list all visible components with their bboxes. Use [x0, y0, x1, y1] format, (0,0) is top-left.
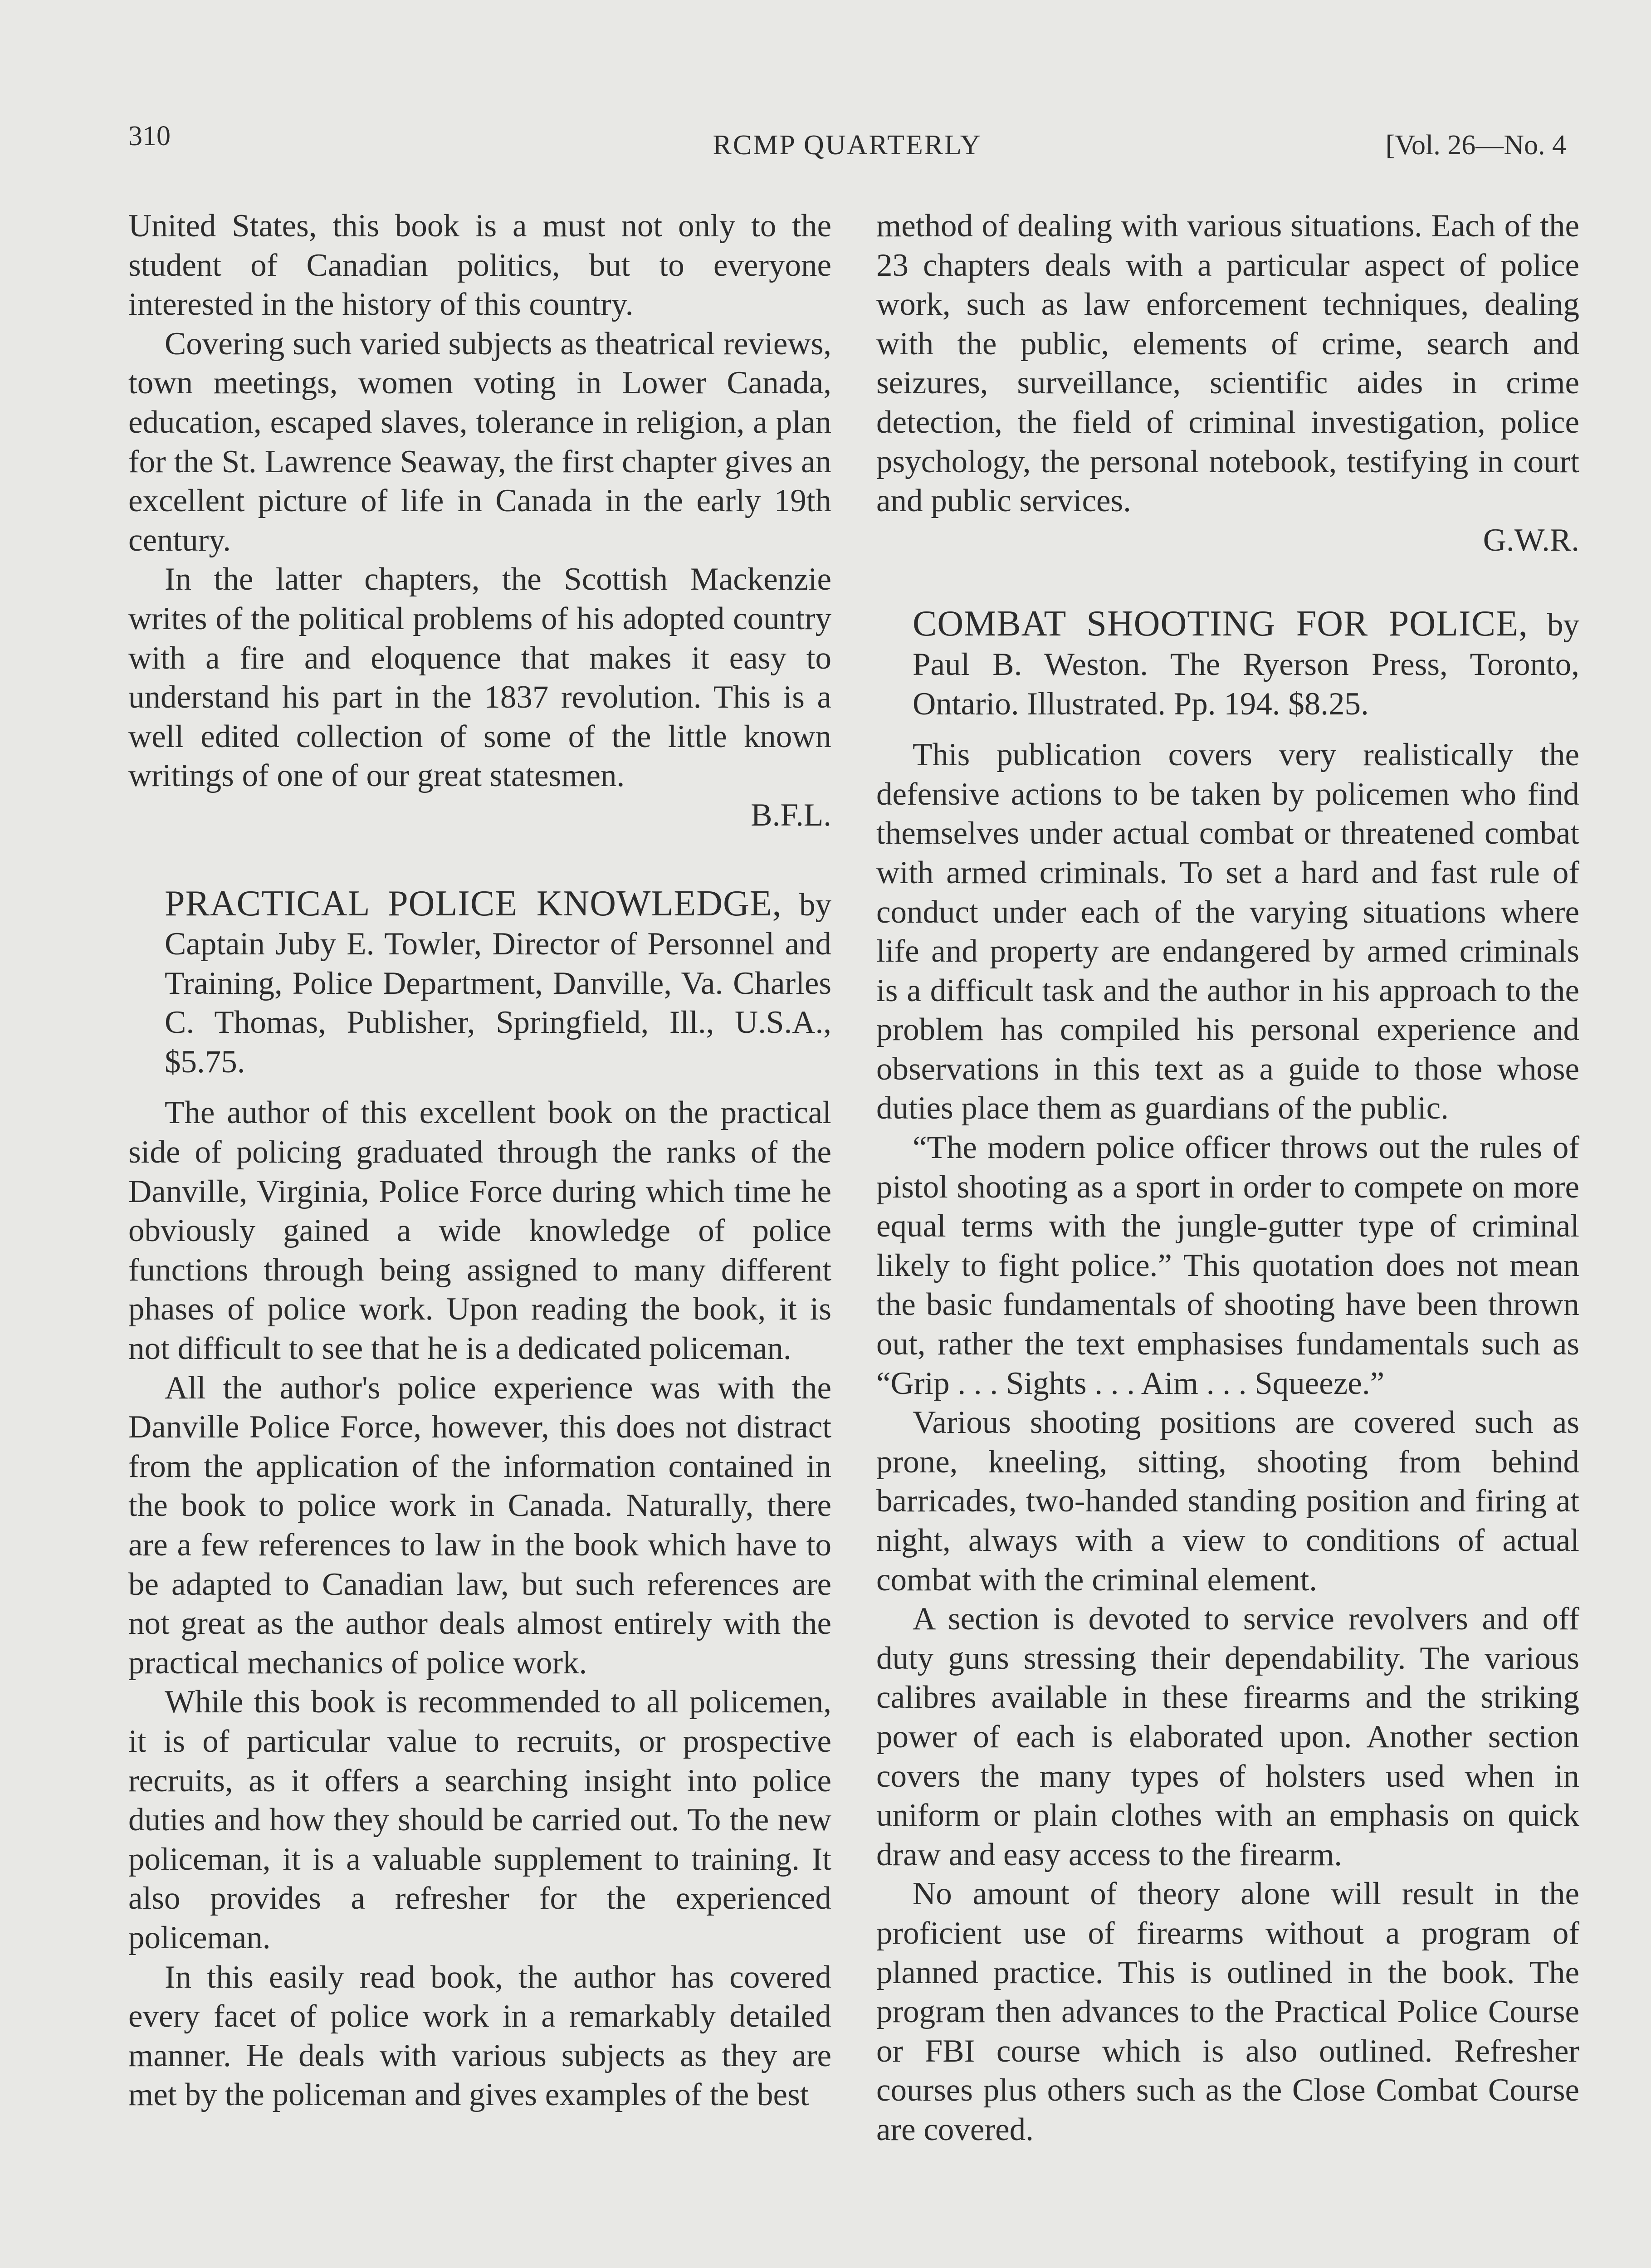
- review-paragraph: method of dealing with various situations. Each of the 23 chapters deals with a particular aspect of police work, such as law enforcement techniques, dealing with the public, elements of crime, search and seizures, surveillance, scientific aides in crime detection, the field of criminal investigation, police psychology, the personal notebook, testifying in court and public services.: [876, 208, 1579, 519]
- review-paragraph: A section is devoted to service revolvers and off duty guns stressing their dependability. The various calibres available in these firearms and the striking power of each is elaborated upon. Another section covers the many types of holsters used when in uniform or plain clothes with an emphasis on quick draw and easy access to the firearm.: [876, 1601, 1579, 1872]
- page-number: 310: [128, 121, 171, 152]
- book-details: by Captain Juby E. Towler, Director of Personnel and Training, Police Department, Danville, Va. Charles C. Thomas, Publisher, Springfield, Ill., U.S.A., $5.75.: [165, 887, 832, 1080]
- journal-title: RCMP QUARTERLY: [713, 130, 982, 161]
- review-paragraph: United States, this book is a must not only to the student of Canadian politics, but to everyone interested in the history of this country.: [128, 208, 831, 323]
- book-title: PRACTICAL POLICE KNOWLEDGE,: [165, 883, 782, 924]
- review-paragraph: The author of this excellent book on the practical side of policing graduated through the ranks of the Danville, Virginia, Police Force during which time he obviously gained a wide knowledge of police functions through being assigned to many different phases of police work. Upon reading the book, it is not difficult to see that he is a dedicated policeman.: [128, 1095, 831, 1367]
- running-header: [128, 116, 1566, 161]
- review-paragraph: In this easily read book, the author has covered every facet of police work in a remarkably detailed manner. He deals with various subjects as they are met by the policeman and gives examples of the best: [128, 1959, 831, 2113]
- review-paragraph: While this book is recommended to all policemen, it is of particular value to recruits, or prospective recruits, as it offers a searching insight into police duties and how they should be carried out. To the new policeman, it is a valuable supplement to training. It also provides a refresher for the experienced policeman.: [128, 1684, 831, 1955]
- book-title: COMBAT SHOOTING FOR POLICE,: [913, 604, 1528, 644]
- volume-issue: [Vol. 26—No. 4: [1385, 130, 1566, 161]
- right-column: [876, 206, 1579, 2150]
- review-paragraph: All the author's police experience was with the Danville Police Force, however, this does not distract from the application of the information contained in the book to police work in Canada. Naturally, there are a few references to law in the book which have to be adapted to Canadian law, but such references are not great as the author deals almost entirely with the practical mechanics of police work.: [128, 1370, 831, 1681]
- review-paragraph: This publication covers very realistically the defensive actions to be taken by policemen who find themselves under actual combat or threatened combat with armed criminals. To set a hard and fast rule of conduct under each of the varying situations where life and property are endangered by armed criminals is a difficult task and the author in his approach to the problem has compiled his personal experience and observations in this text as a guide to those whose duties place them as guardians of the public.: [876, 737, 1579, 1126]
- reviewer-initials: B.F.L.: [751, 797, 831, 833]
- reviewer-initials: G.W.R.: [1483, 522, 1579, 558]
- book-review-heading: [876, 604, 1579, 723]
- left-column: [128, 206, 831, 2115]
- book-details: by Paul B. Weston. The Ryerson Press, Toronto, Ontario. Illustrated. Pp. 194. $8.25.: [913, 607, 1579, 722]
- book-review-heading: [128, 884, 831, 1082]
- review-paragraph: Various shooting positions are covered such as prone, kneeling, sitting, shooting from behind barricades, two-handed standing position and firing at night, always with a view to conditions of actual combat with the criminal element.: [876, 1405, 1579, 1598]
- review-paragraph: In the latter chapters, the Scottish Mackenzie writes of the political problems of his adopted country with a fire and eloquence that makes it easy to understand his part in the 1837 revolution. This is a well edited collection of some of the little known writings of one of our great statesmen.: [128, 562, 831, 794]
- review-paragraph: “The modern police officer throws out the rules of pistol shooting as a sport in order to compete on more equal terms with the jungle-gutter type of criminal likely to fight police.” This quotation does not mean the basic fundamentals of shooting have been thrown out, rather the text emphasises fundamentals such as “Grip . . . Sights . . . Aim . . . Squeeze.”: [876, 1130, 1579, 1401]
- review-paragraph: No amount of theory alone will result in the proficient use of firearms without a program of planned practice. This is outlined in the book. The program then advances to the Practical Police Course or FBI course which is also outlined. Refresher courses plus others such as the Close Combat Course are covered.: [876, 1876, 1579, 2147]
- review-paragraph: Covering such varied subjects as theatrical reviews, town meetings, women voting in Lower Canada, education, escaped slaves, tolerance in religion, a plan for the St. Lawrence Seaway, the first chapter gives an excellent picture of life in Canada in the early 19th century.: [128, 326, 831, 558]
